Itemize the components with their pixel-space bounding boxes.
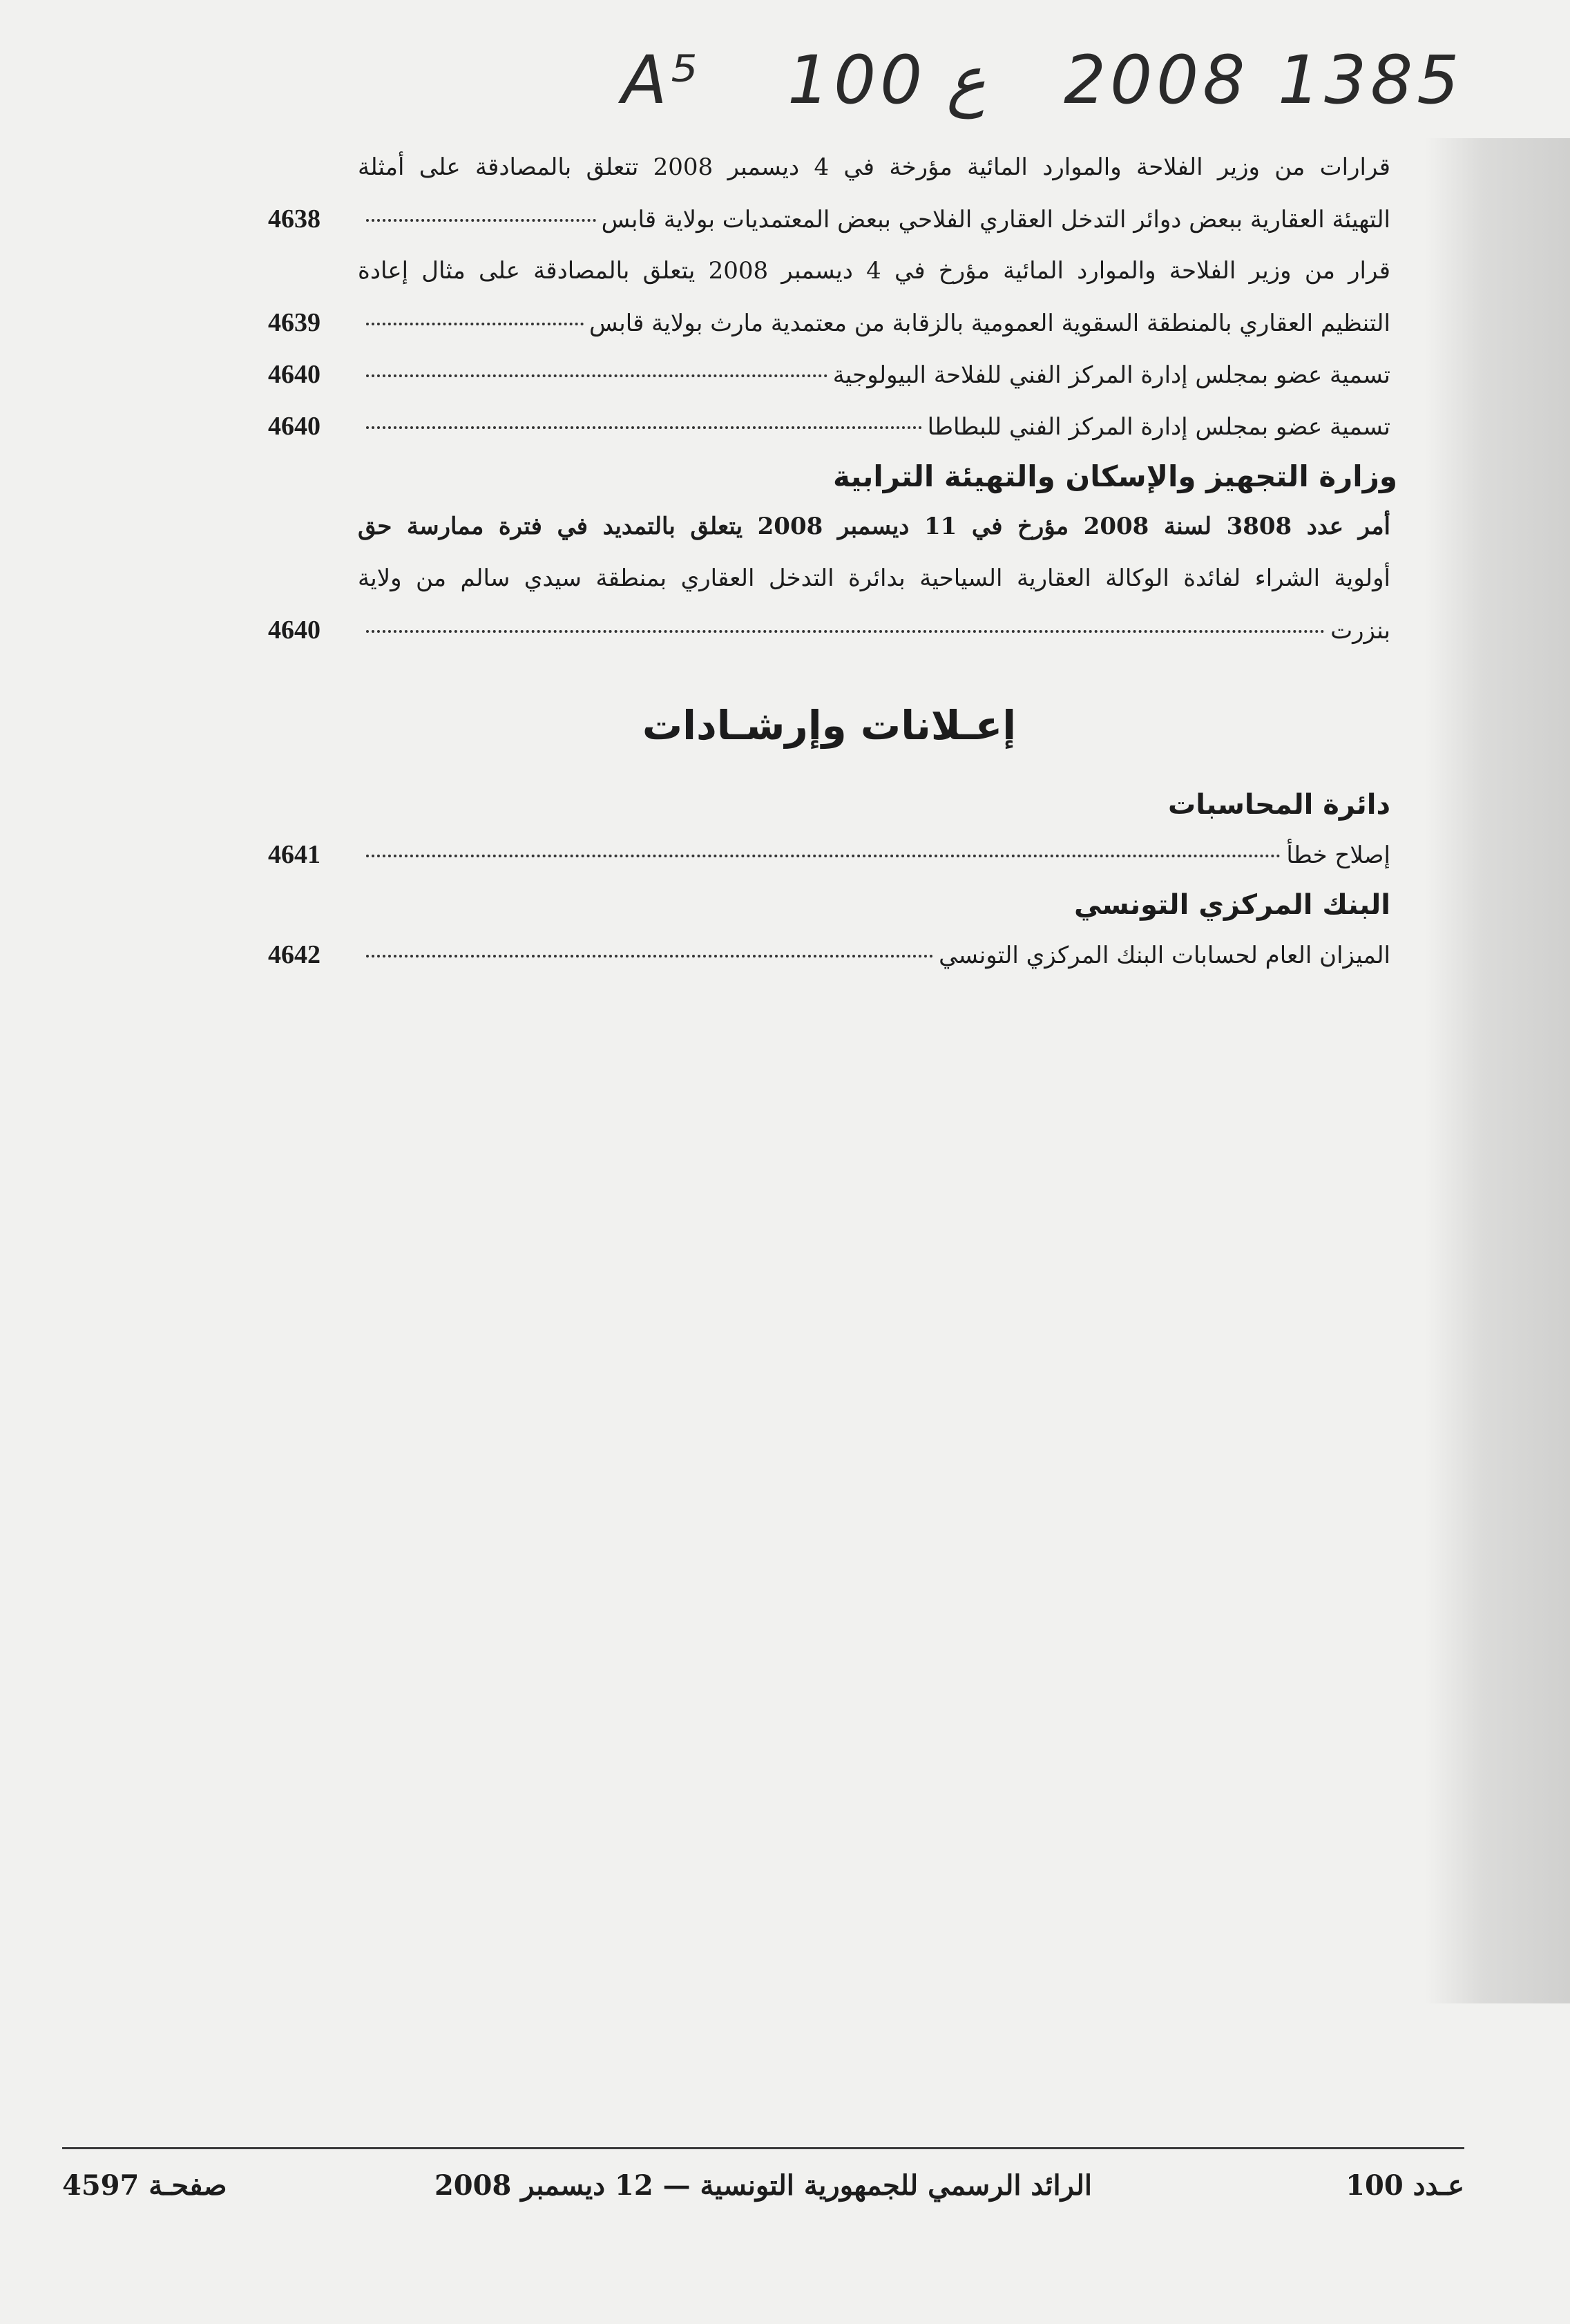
handwritten-part: 1385 xyxy=(1278,41,1464,119)
dot-leader xyxy=(366,374,827,377)
toc-entry-line xyxy=(268,501,1390,553)
toc-entry-line xyxy=(268,245,1390,297)
subsection-heading: البنك المركزي التونسي xyxy=(1073,889,1390,921)
toc-entry-text: التهيئة العقارية ببعض دوائر التدخل العقاري الفلاحي ببعض المعتمديات بولاية قابس xyxy=(601,206,1390,234)
toc-entry-line xyxy=(268,829,1390,881)
facing-page-shadow xyxy=(1425,138,1570,2003)
toc-page-number: 4642 xyxy=(268,940,320,969)
toc-entry-text: أمر عدد 3808 لسنة 2008 مؤرخ في 11 ديسمبر 2008 يتعلق بالتمديد في فترة ممارسة حق xyxy=(358,513,1390,540)
toc-page-number: 4641 xyxy=(268,840,320,869)
dot-leader xyxy=(366,219,596,222)
handwritten-part: 100 xyxy=(787,41,927,119)
dot-leader xyxy=(366,855,1281,857)
toc-entry-text: تسمية عضو بمجلس إدارة المركز الفني للفلاحة البيولوجية xyxy=(832,361,1390,389)
toc-entry-text: قرار من وزير الفلاحة والموارد المائية مؤرخ في 4 ديسمبر 2008 يتعلق بالمصادقة على مثال إعادة xyxy=(358,257,1390,285)
toc-page-number: 4638 xyxy=(268,204,320,234)
toc-entry-text: بنزرت xyxy=(1330,617,1390,645)
ministry-heading: وزارة التجهيز والإسكان والتهيئة الترابية xyxy=(833,459,1397,493)
toc-entry-line xyxy=(268,929,1390,981)
toc-entry-text: قرارات من وزير الفلاحة والموارد المائية مؤرخة في 4 ديسمبر 2008 تتعلق بالمصادقة على أمثلة xyxy=(358,153,1390,181)
toc-entry-line xyxy=(268,297,1390,349)
toc-page-number: 4640 xyxy=(268,360,320,389)
footer-divider xyxy=(62,2147,1464,2149)
handwritten-reference-note xyxy=(622,28,1464,131)
dot-leader xyxy=(366,426,922,429)
toc-entry-line xyxy=(268,193,1390,245)
table-of-contents xyxy=(268,142,1397,981)
dot-leader xyxy=(366,955,933,958)
toc-entry-text: التنظيم العقاري بالمنطقة السقوية العمومية بالزقابة من معتمدية مارث بولاية قابس xyxy=(588,309,1390,337)
toc-page-number: 4639 xyxy=(268,308,320,337)
dot-leader xyxy=(366,630,1325,633)
handwritten-part: ع xyxy=(946,41,986,119)
toc-entry-text: إصلاح خطأ xyxy=(1286,841,1390,869)
subsection-heading: دائرة المحاسبات xyxy=(1168,789,1390,821)
dot-leader xyxy=(366,323,584,325)
toc-entry-line xyxy=(268,604,1390,656)
toc-entry-text: أولوية الشراء لفائدة الوكالة العقارية السياحية بدائرة التدخل العقاري بمنطقة سيدي سالم من ولاية xyxy=(358,564,1390,592)
toc-entry-line xyxy=(268,553,1390,604)
toc-entry-line xyxy=(268,349,1390,401)
toc-entry-line xyxy=(268,142,1390,193)
handwritten-part: A⁵ xyxy=(622,41,702,119)
handwritten-part: 2008 xyxy=(1064,41,1250,119)
journal-title-date: الرائد الرسمي للجمهورية التونسية — 12 ديسمبر 2008 xyxy=(434,2169,1093,2202)
toc-page-number: 4640 xyxy=(268,412,320,441)
toc-page-number: 4640 xyxy=(268,616,320,645)
section-title: إعـلانات وإرشـادات xyxy=(642,702,1017,749)
page-footer xyxy=(62,2169,1464,2225)
issue-number: عـدد 100 xyxy=(1346,2169,1464,2202)
toc-entry-line xyxy=(268,401,1390,453)
toc-entry-text: تسمية عضو بمجلس إدارة المركز الفني للبطاطا xyxy=(927,413,1390,441)
page-number: صفحـة 4597 xyxy=(62,2169,227,2202)
toc-entry-text: الميزان العام لحسابات البنك المركزي التونسي xyxy=(939,942,1390,969)
